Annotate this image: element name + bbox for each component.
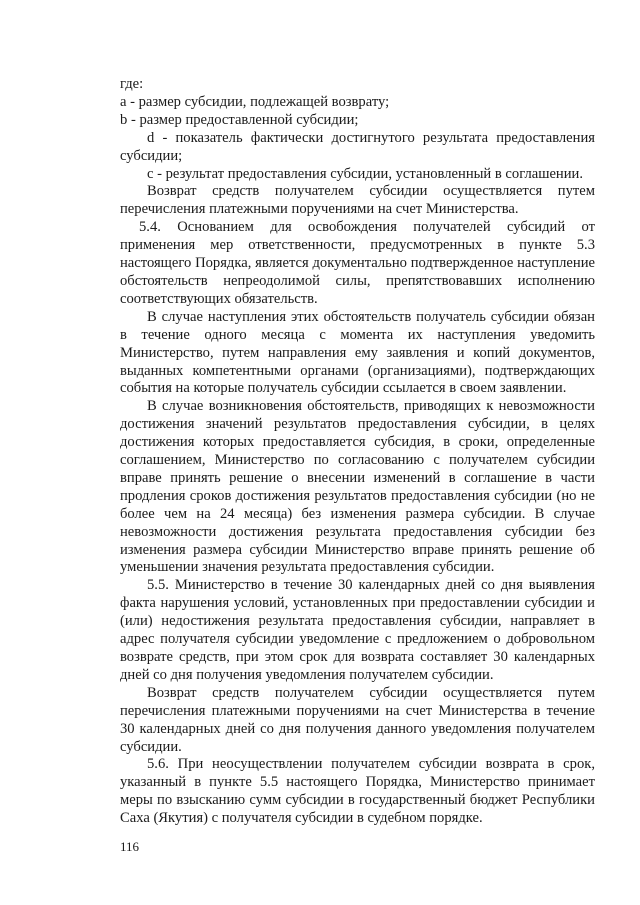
formula-legend-d: d - показатель фактически достигнутого результата предоставления субсидии; xyxy=(120,129,595,164)
page-number: 116 xyxy=(120,839,140,854)
document-body xyxy=(120,76,595,828)
formula-legend-c: c - результат предоставления субсидии, установленный в соглашении. xyxy=(147,165,584,182)
paragraph-5-6: 5.6. При неосуществлении получателем субсидии возврата в срок, указанный в пункте 5.5 настоящего Порядка, Министерство принимает меры по взысканию сумм субсидии в государственный бюджет Республики Саха (Якутия) с получателя субсидии в судебном порядке. xyxy=(120,756,595,827)
paragraph-5-5: 5.5. Министерство в течение 30 календарных дней со дня выявления факта нарушения условий, установленных при предоставлении субсидии и (или) недостижения результата предоставления субсидии, направляет в адрес получателя субсидии уведомление с предложением о добровольном возврате средств, при этом срок для возврата составляет 30 календарных дней со дня получения уведомления получателем субсидии. xyxy=(120,577,595,683)
paragraph-refund-term: Возврат средств получателем субсидии осуществляется путем перечисления платежными поручениями на счет Министерства в течение 30 календарных дней со дня получения данного уведомления получателем субсидии. xyxy=(120,684,595,755)
paragraph-deadline-extension: В случае возникновения обстоятельств, приводящих к невозможности достижения значений результатов предоставления субсидии, в целях достижения которых предоставляется субсидия, в сроки, определенные соглашением, Министерство по согласованию с получателем субсидии вправе принять решение о внесении изменений в соглашение в части продления сроков достижения результатов предоставления субсидии (но не более чем на 24 месяца) без изменения размера субсидии. В случае невозможности достижения результата предоставления субсидии без изменения размера субсидии Министерство вправе принять решение об уменьшении значения результата предоставления субсидии. xyxy=(120,398,595,576)
paragraph-force-majeure-notice: В случае наступления этих обстоятельств получатель субсидии обязан в течение одного месяца с момента их наступления уведомить Министерство, путем направления ему заявления и копий документов, выданных компетентными органами (организациями), подтверждающих события на которые получатель субсидии ссылается в своем заявлении. xyxy=(120,308,595,397)
formula-legend-a: a - размер субсидии, подлежащей возврату; xyxy=(120,93,390,110)
paragraph-refund-method: Возврат средств получателем субсидии осуществляется путем перечисления платежными поручениями на счет Министерства. xyxy=(120,183,595,218)
paragraph-5-4: 5.4. Основанием для освобождения получателей субсидий от применения мер ответственности, предусмотренных в пункте 5.3 настоящего Порядка, является документально подтвержденное наступление обстоятельств непреодолимой силы, препятствовавших исполнению соответствующих обязательств. xyxy=(120,219,595,307)
formula-legend-intro: где: xyxy=(120,76,144,92)
formula-legend-b: b - размер предоставленной субсидии; xyxy=(120,111,359,128)
